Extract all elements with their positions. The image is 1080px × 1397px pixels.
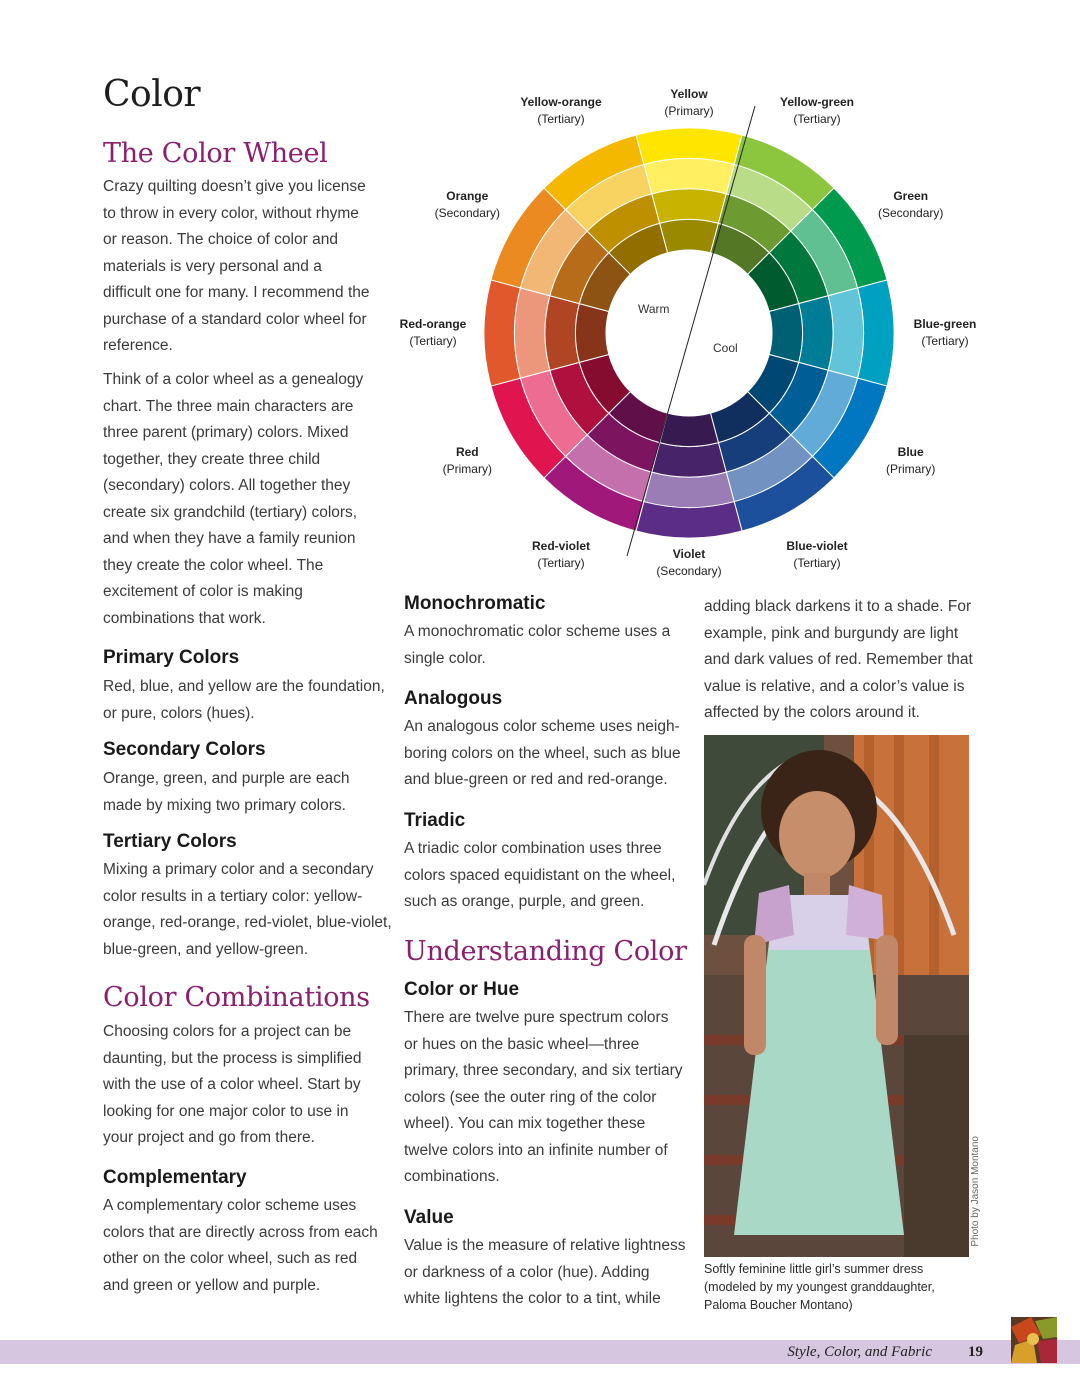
wheel-label-red-orange — [363, 316, 503, 350]
wheel-label-type: (Primary) — [664, 104, 714, 118]
wheel-segment-red-orange — [575, 304, 608, 363]
complementary-heading: Complementary — [103, 1167, 247, 1188]
wheel-segment-yellow — [652, 189, 727, 223]
analogous-heading: Analogous — [404, 688, 503, 709]
tertiary-colors-text: Mixing a primary color and a secondary color results in a tertiary color: yellow-orange, red-orange, red-violet, blue-violet, blue-green, and yellow-green. — [103, 861, 392, 958]
fabric-thumbnail — [1011, 1317, 1057, 1363]
wheel-label-name: Blue-green — [913, 317, 977, 331]
monochromatic-heading: Monochromatic — [404, 593, 546, 614]
wheel-label-blue-green — [875, 316, 1015, 350]
wheel-label-type: (Primary) — [886, 462, 936, 476]
wheel-label-blue — [841, 444, 981, 478]
intro-paragraph-2: Think of a color wheel as a genealogy chart. The three main characters are three parent (primary) colors. Mixed together, they create three child (secondary) colors. All together they create six grandchild (tertiary) colors, and when they have a family reunion they create the color wheel. The excitement of color is making combinations that work. — [103, 371, 364, 627]
wheel-label-name: Red-orange — [399, 317, 467, 331]
secondary-colors-heading: Secondary Colors — [103, 739, 266, 760]
wheel-label-type: (Tertiary) — [793, 555, 841, 570]
wheel-label-name: Blue — [897, 445, 924, 459]
wheel-label-blue-violet — [747, 538, 887, 572]
wheel-label-violet — [619, 546, 759, 580]
page-number: 19 — [968, 1344, 983, 1360]
wheel-label-red-violet — [491, 538, 631, 572]
photo-caption: Softly feminine little girl’s summer dress (modeled by my youngest granddaughter, Paloma Boucher Montano) — [704, 1262, 935, 1312]
color-or-hue-heading: Color or Hue — [404, 979, 520, 1000]
wheel-label-type: (Tertiary) — [409, 334, 457, 348]
wheel-label-type: (Primary) — [442, 462, 492, 476]
wheel-label-red — [397, 444, 537, 478]
value-heading: Value — [404, 1207, 454, 1228]
value-text: Value is the measure of relative lightness or darkness of a color (hue). Adding white lightens the color to a tint, while — [404, 1237, 686, 1307]
wheel-label-type: (Secondary) — [434, 206, 500, 220]
wheel-label-type: (Secondary) — [656, 564, 722, 578]
monochromatic-text: A monochromatic color scheme uses a single color. — [404, 623, 671, 667]
wheel-label-yellow-green — [747, 94, 887, 128]
color-or-hue-text: There are twelve pure spectrum colors or hues on the basic wheel—three primary, three secondary, and six tertiary colors (see the outer ring of the color wheel). You can mix together these twelve colors into an infinite number of combinations. — [404, 1009, 683, 1185]
wheel-label-name: Orange — [446, 189, 489, 203]
triadic-heading: Triadic — [404, 810, 466, 831]
color-wheel-heading: The Color Wheel — [103, 138, 328, 169]
understanding-color-heading: Understanding Color — [404, 936, 687, 967]
wheel-label-yellow-orange — [491, 94, 631, 128]
wheel-segment-yellow — [660, 219, 719, 252]
cool-label: Cool — [713, 341, 738, 355]
warm-label: Warm — [638, 302, 670, 316]
wheel-segment-violet — [660, 413, 719, 446]
page-title: Color — [103, 74, 201, 115]
secondary-colors-text: Orange, green, and purple are each made by mixing two primary colors. — [103, 770, 350, 814]
wheel-label-name: Yellow-orange — [520, 95, 602, 110]
wheel-segment-violet — [652, 443, 727, 477]
wheel-label-name: Blue-violet — [786, 538, 848, 553]
wheel-label-name: Yellow — [670, 87, 708, 101]
tertiary-colors-heading: Tertiary Colors — [103, 831, 237, 852]
wheel-segment-blue-green — [769, 304, 802, 363]
wheel-label-yellow — [619, 86, 759, 120]
primary-colors-text: Red, blue, and yellow are the foundation, or pure, colors (hues). — [103, 678, 385, 722]
wheel-label-type: (Tertiary) — [921, 334, 969, 348]
complementary-text: A complementary color scheme uses colors that are directly across from each other on the color wheel, such as red and green or yellow and purple. — [103, 1197, 378, 1294]
wheel-label-name: Yellow-green — [779, 95, 855, 110]
triadic-text: A triadic color combination uses three colors spaced equidistant on the wheel, such as orange, purple, and green. — [404, 840, 676, 910]
wheel-segment-red-orange — [545, 296, 579, 371]
wheel-label-name: Red-violet — [531, 538, 590, 553]
wheel-label-orange — [397, 188, 537, 222]
footer-book-title: Style, Color, and Fabric — [787, 1344, 932, 1360]
wheel-label-type: (Secondary) — [878, 206, 944, 220]
wheel-center — [606, 250, 772, 416]
photo-credit: Photo by Jason Montano — [970, 1136, 981, 1247]
wheel-label-name: Green — [893, 189, 929, 203]
girl-dress-photo — [704, 735, 969, 1257]
wheel-segment-blue-green — [799, 296, 833, 371]
wheel-label-type: (Tertiary) — [793, 112, 841, 127]
wheel-label-type: (Tertiary) — [537, 555, 585, 570]
color-combinations-text: Choosing colors for a project can be daunting, but the process is simplified with the use of a color wheel. Start by looking for one major color to use in your project and go from there. — [103, 1023, 362, 1146]
color-combinations-heading: Color Combinations — [103, 982, 370, 1013]
intro-paragraph-1: Crazy quilting doesn’t give you license to throw in every color, without rhyme or reason. The choice of color and materials is very personal and a difficult one for many. I recommend the purchase of a standard color wheel for reference. — [103, 178, 370, 354]
analogous-text: An analogous color scheme uses neigh-boring colors on the wheel, such as blue and blue-green or red and red-orange. — [404, 718, 681, 788]
value-text-continued: adding black darkens it to a shade. For example, pink and burgundy are light and dark values of red. Remember that value is relative, and a color’s value is affected by the colors around it. — [704, 598, 973, 721]
wheel-label-type: (Tertiary) — [537, 112, 585, 127]
wheel-label-green — [841, 188, 981, 222]
wheel-label-name: Red — [455, 445, 479, 459]
primary-colors-heading: Primary Colors — [103, 647, 240, 668]
wheel-label-name: Violet — [672, 547, 706, 561]
